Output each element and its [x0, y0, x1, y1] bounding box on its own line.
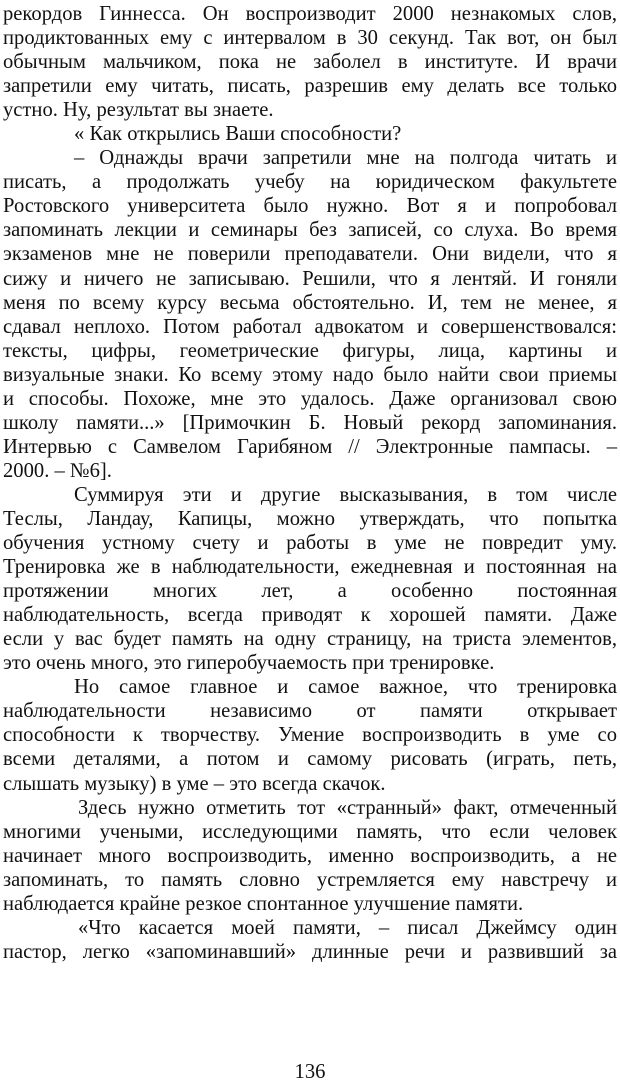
text-line: наблюдается крайне резкое спонтанное улучшение памяти.	[3, 892, 524, 915]
text-line: визуальные знаки. Ко всему этому надо было найти свои приемы	[3, 363, 617, 386]
text-line: сдавал неплохо. Потом работал адвокатом и совершенствовался:	[3, 315, 617, 338]
text-line: школу памяти...» [Примочкин Б. Новый рекорд запоминания.	[3, 411, 617, 434]
text-line: обучения устному счету и работы в уме не повредит уму.	[3, 532, 617, 555]
text-line: устно. Ну, результат вы знаете.	[3, 99, 274, 122]
text-line: 2000. – №6].	[3, 459, 112, 482]
text-line: и способы. Похоже, мне это удалось. Даже организовал свою	[3, 387, 617, 410]
text-line: запоминать, то память словно устремляется ему навстречу и	[3, 868, 617, 891]
text-line: продиктованных ему с интервалом в 30 секунд. Так вот, он был	[3, 27, 617, 50]
text-line: Ростовского университета было нужно. Вот я и попробовал	[3, 195, 617, 218]
text-line: «Что касается моей памяти, – писал Джеймсу один	[78, 916, 617, 939]
text-line: Здесь нужно отметить тот «странный» факт, отмеченный	[78, 796, 617, 819]
text-line: способности к творчеству. Умение воспроизводить в уме со	[3, 724, 617, 747]
text-line: Но самое главное и самое важное, что тренировка	[74, 676, 617, 699]
text-line: это очень много, это гиперобучаемость при тренировке.	[3, 652, 495, 675]
text-line: пастор, легко «запоминавший» длинные речи и развивший за	[3, 940, 617, 963]
text-line: рекордов Гиннесса. Он воспроизводит 2000 незнакомых слов,	[3, 3, 617, 25]
text-line: экзаменов мне не поверили преподаватели. Они видели, что я	[3, 243, 617, 266]
text-line: запоминать лекции и семинары без записей, со слуха. Во время	[3, 219, 617, 242]
text-line: Суммируя эти и другие высказывания, в том числе	[74, 483, 617, 506]
page-number: 136	[294, 1061, 326, 1083]
text-line: тексты, цифры, геометрические фигуры, лица, картины и	[3, 339, 617, 362]
text-line: обычным мальчиком, пока не заболел в институте. И врачи	[3, 51, 617, 74]
text-line: Интервью с Самвелом Гарибяном // Электронные пампасы. –	[3, 435, 617, 458]
text-line: писать, а продолжать учебу на юридическом факультете	[3, 171, 617, 194]
body-text	[0, 2, 620, 964]
text-line: сижу и ничего не записываю. Решили, что я лентяй. И гоняли	[3, 267, 617, 290]
text-line: запретили ему читать, писать, разрешив ему делать все только	[3, 75, 617, 98]
text-line: наблюдательность, всегда приводят к хорошей памяти. Даже	[3, 604, 617, 627]
text-line: слышать музыку) в уме – это всегда скачок.	[3, 772, 386, 795]
text-line: наблюдательности независимо от памяти открывает	[3, 700, 617, 723]
text-line: Теслы, Ландау, Капицы, можно утверждать, что попытка	[3, 507, 617, 530]
text-line: многими учеными, исследующими память, что если человек	[3, 820, 617, 843]
text-line: Тренировка же в наблюдательности, ежедневная и постоянная на	[3, 556, 617, 579]
text-line: если у вас будет память на одну страницу, на триста элементов,	[3, 628, 617, 651]
text-line: « Как открылись Ваши способности?	[74, 123, 402, 146]
text-line: – Однажды врачи запретили мне на полгода читать и	[74, 147, 617, 170]
text-line: меня по всему курсу весьма обстоятельно. И, тем не менее, я	[3, 291, 617, 314]
text-line: всеми деталями, а потом и самому рисовать (играть, петь,	[3, 748, 617, 771]
text-line: начинает много воспроизводить, именно воспроизводить, а не	[3, 844, 617, 867]
text-line: протяжении многих лет, а особенно постоянная	[3, 580, 617, 603]
